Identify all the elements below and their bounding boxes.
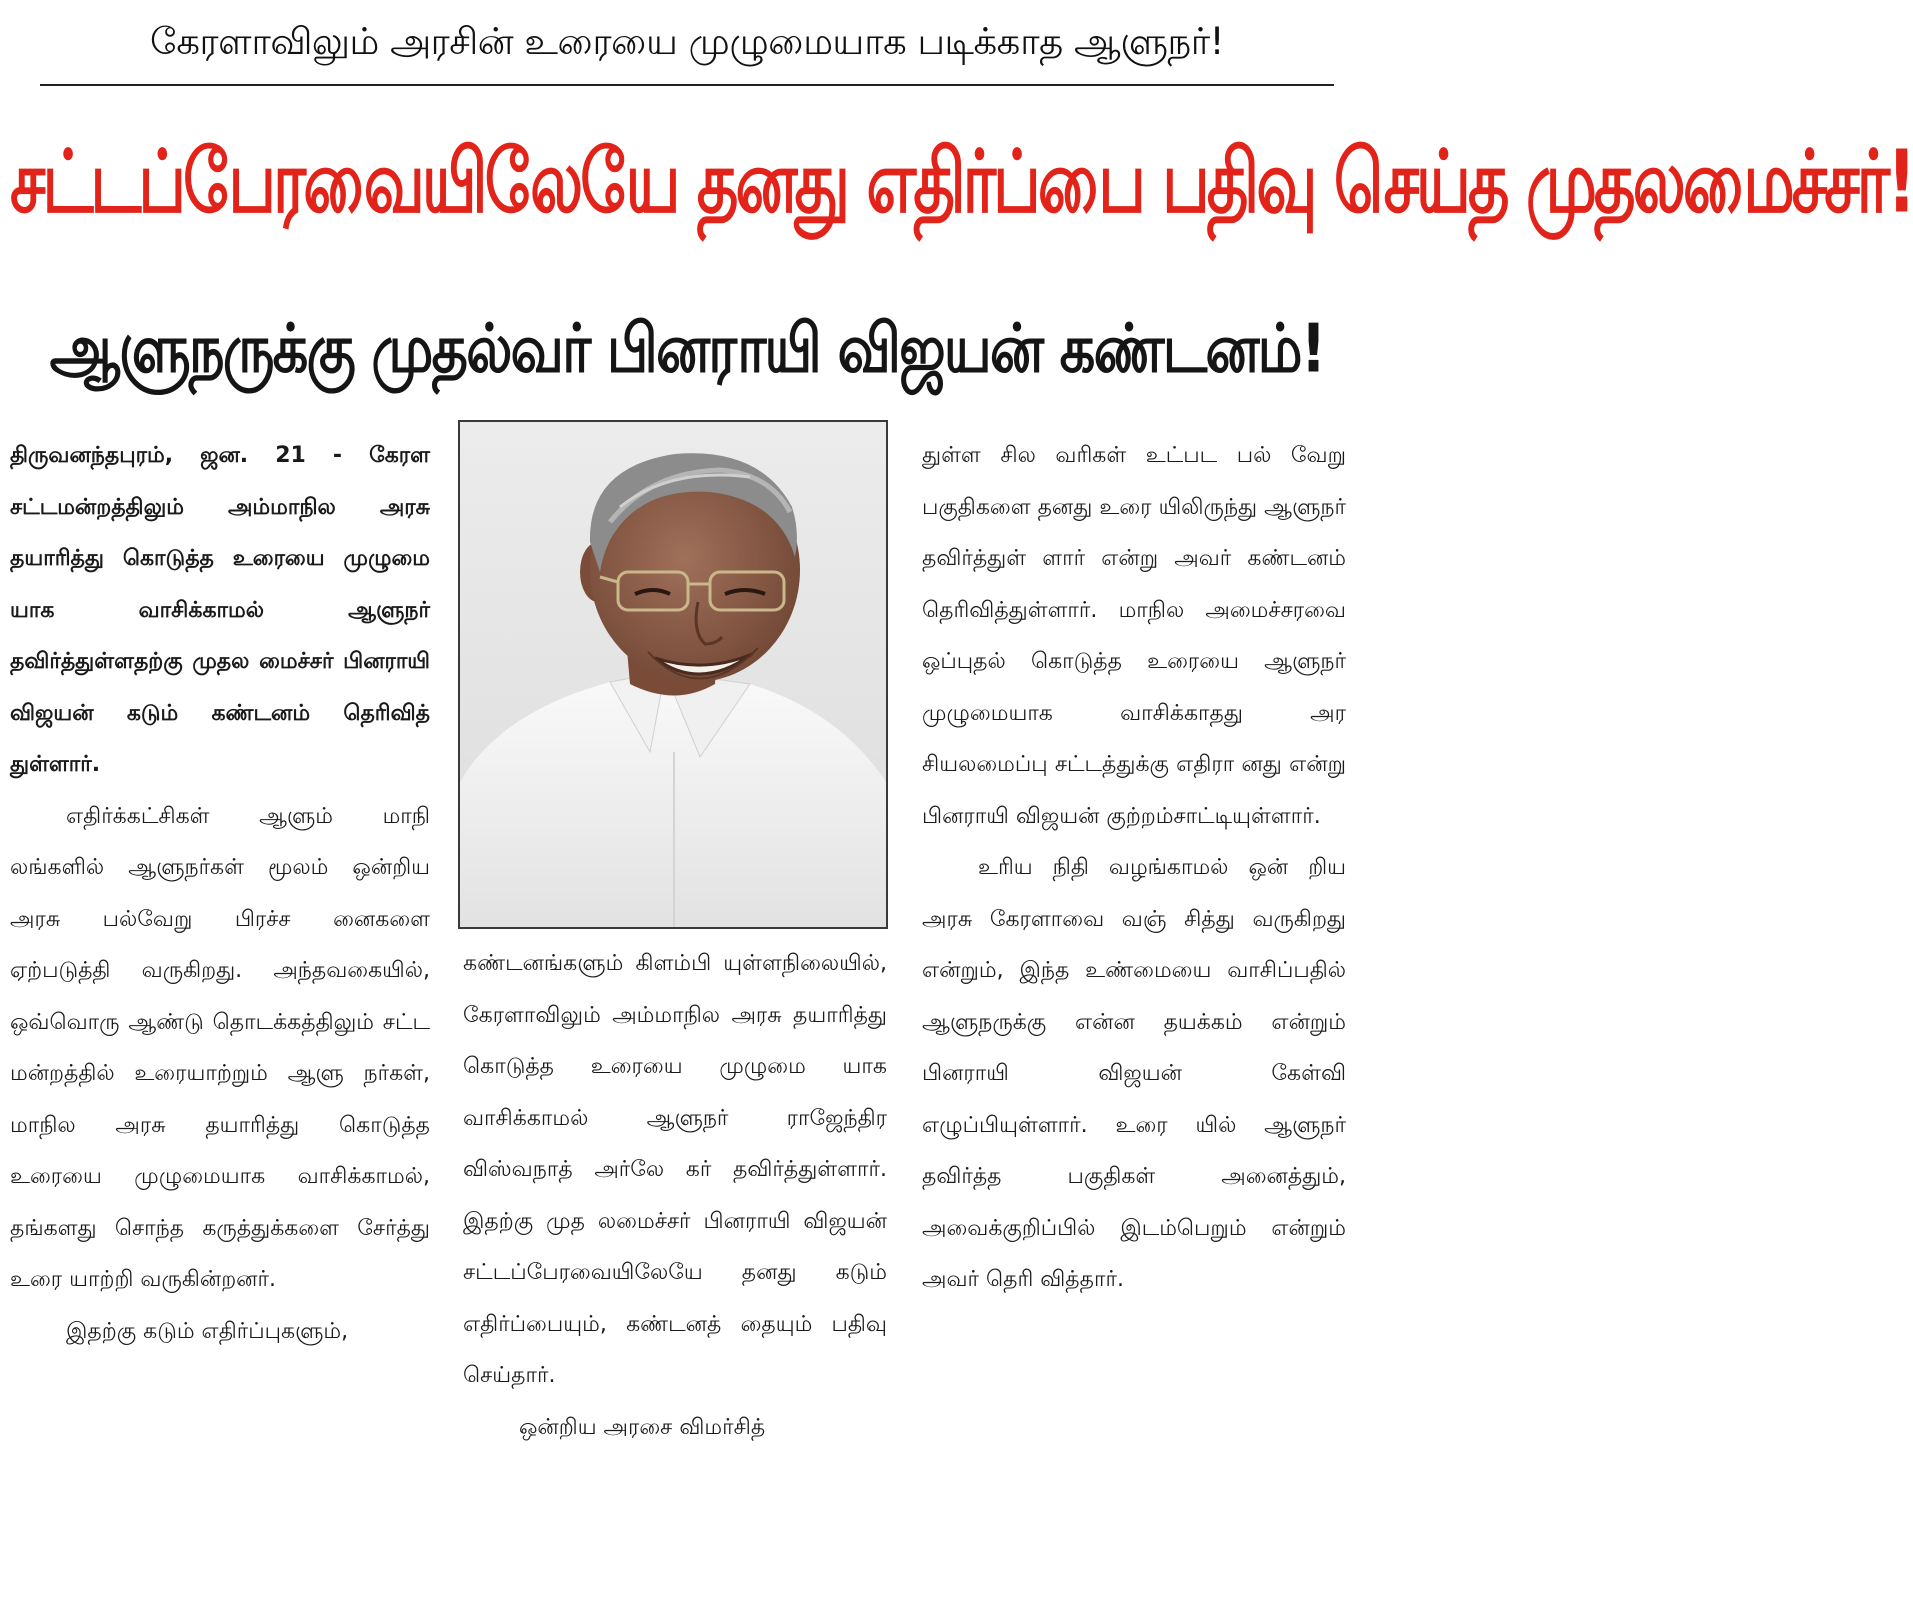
main-headline: சட்டப்பேரவையிலேயே தனது எதிர்ப்பை பதிவு செய்த முதலமைச்சர்! — [10, 133, 1913, 233]
article-paragraph: கண்டனங்களும் கிளம்பி யுள்ளநிலையில், கேரளாவிலும் அம்மாநில அரசு தயாரித்து கொடுத்த உரையை முழுமை யாக வாசிக்காமல் ஆளுநர் ராஜேந்திர விஸ்வநாத் அர்லே கர் தவிர்த்துள்ளார். இதற்கு முத லமைச்சர் பினராயி விஜயன் சட்டப்பேரவையிலேயே தனது கடும் எதிர்ப்பையும், கண்டனத் தையும் பதிவு செய்தார். — [463, 951, 887, 1388]
article-column-1 — [10, 430, 430, 1357]
article-paragraph: உரிய நிதி வழங்காமல் ஒன் றிய அரசு கேரளாவை வஞ் சித்து வருகிறது என்றும், இந்த உண்மையை வாசிப்பதில் ஆளுநருக்கு என்ன தயக்கம் என்றும் பினராயி விஜயன் கேள்வி எழுப்பியுள்ளார். உரை யில் ஆளுநர் தவிர்த்த பகுதிகள் அனைத்தும், அவைக்குறிப்பில் இடம்பெறும் என்றும் அவர் தெரி வித்தார். — [922, 855, 1346, 1292]
article-paragraph: இதற்கு கடும் எதிர்ப்புகளும், — [66, 1318, 349, 1344]
article-paragraph: துள்ள சில வரிகள் உட்பட பல் வேறு பகுதிகளை தனது உரை யிலிருந்து ஆளுநர் தவிர்த்துள் ளார் என்று அவர் கண்டனம் தெரிவித்துள்ளார். மாநில அமைச்சரவை ஒப்புதல் கொடுத்த உரையை ஆளுநர் முழுமையாக வாசிக்காதது அர சியலமைப்பு சட்டத்துக்கு எதிரா னது என்று பினராயி விஜயன் குற்றம்சாட்டியுள்ளார். — [922, 443, 1346, 829]
article-column-3 — [922, 430, 1346, 1306]
portrait-illustration — [460, 422, 886, 927]
portrait-photo — [458, 420, 888, 929]
article-paragraph: ஒன்றிய அரசை விமர்சித் — [519, 1414, 766, 1440]
article-paragraph: எதிர்க்கட்சிகள் ஆளும் மாநி லங்களில் ஆளுநர்கள் மூலம் ஒன்றிய அரசு பல்வேறு பிரச்ச னைகளை ஏற்படுத்தி வருகிறது. அந்தவகையில், ஒவ்வொரு ஆண்டு தொடக்கத்திலும் சட்ட மன்றத்தில் உரையாற்றும் ஆளு நர்கள், மாநில அரசு தயாரித்து கொடுத்த உரையை முழுமையாக வாசிக்காமல், தங்களது சொந்த கருத்துக்களை சேர்த்து உரை யாற்றி வருகின்றனர். — [10, 803, 430, 1292]
article-column-2 — [463, 938, 887, 1453]
article-lead-paragraph: திருவனந்தபுரம், ஜன. 21 - கேரள சட்டமன்றத்திலும் அம்மாநில அரசு தயாரித்து கொடுத்த உரையை முழுமை யாக வாசிக்காமல் ஆளுநர் தவிர்த்துள்ளதற்கு முதல மைச்சர் பினராயி விஜயன் கடும் கண்டனம் தெரிவித் துள்ளார். — [10, 443, 430, 777]
kicker-headline: கேரளாவிலும் அரசின் உரையை முழுமையாக படிக்காத ஆளுநர்! — [150, 20, 1224, 63]
subheadline: ஆளுநருக்கு முதல்வர் பினராயி விஜயன் கண்டனம்! — [49, 310, 1325, 389]
